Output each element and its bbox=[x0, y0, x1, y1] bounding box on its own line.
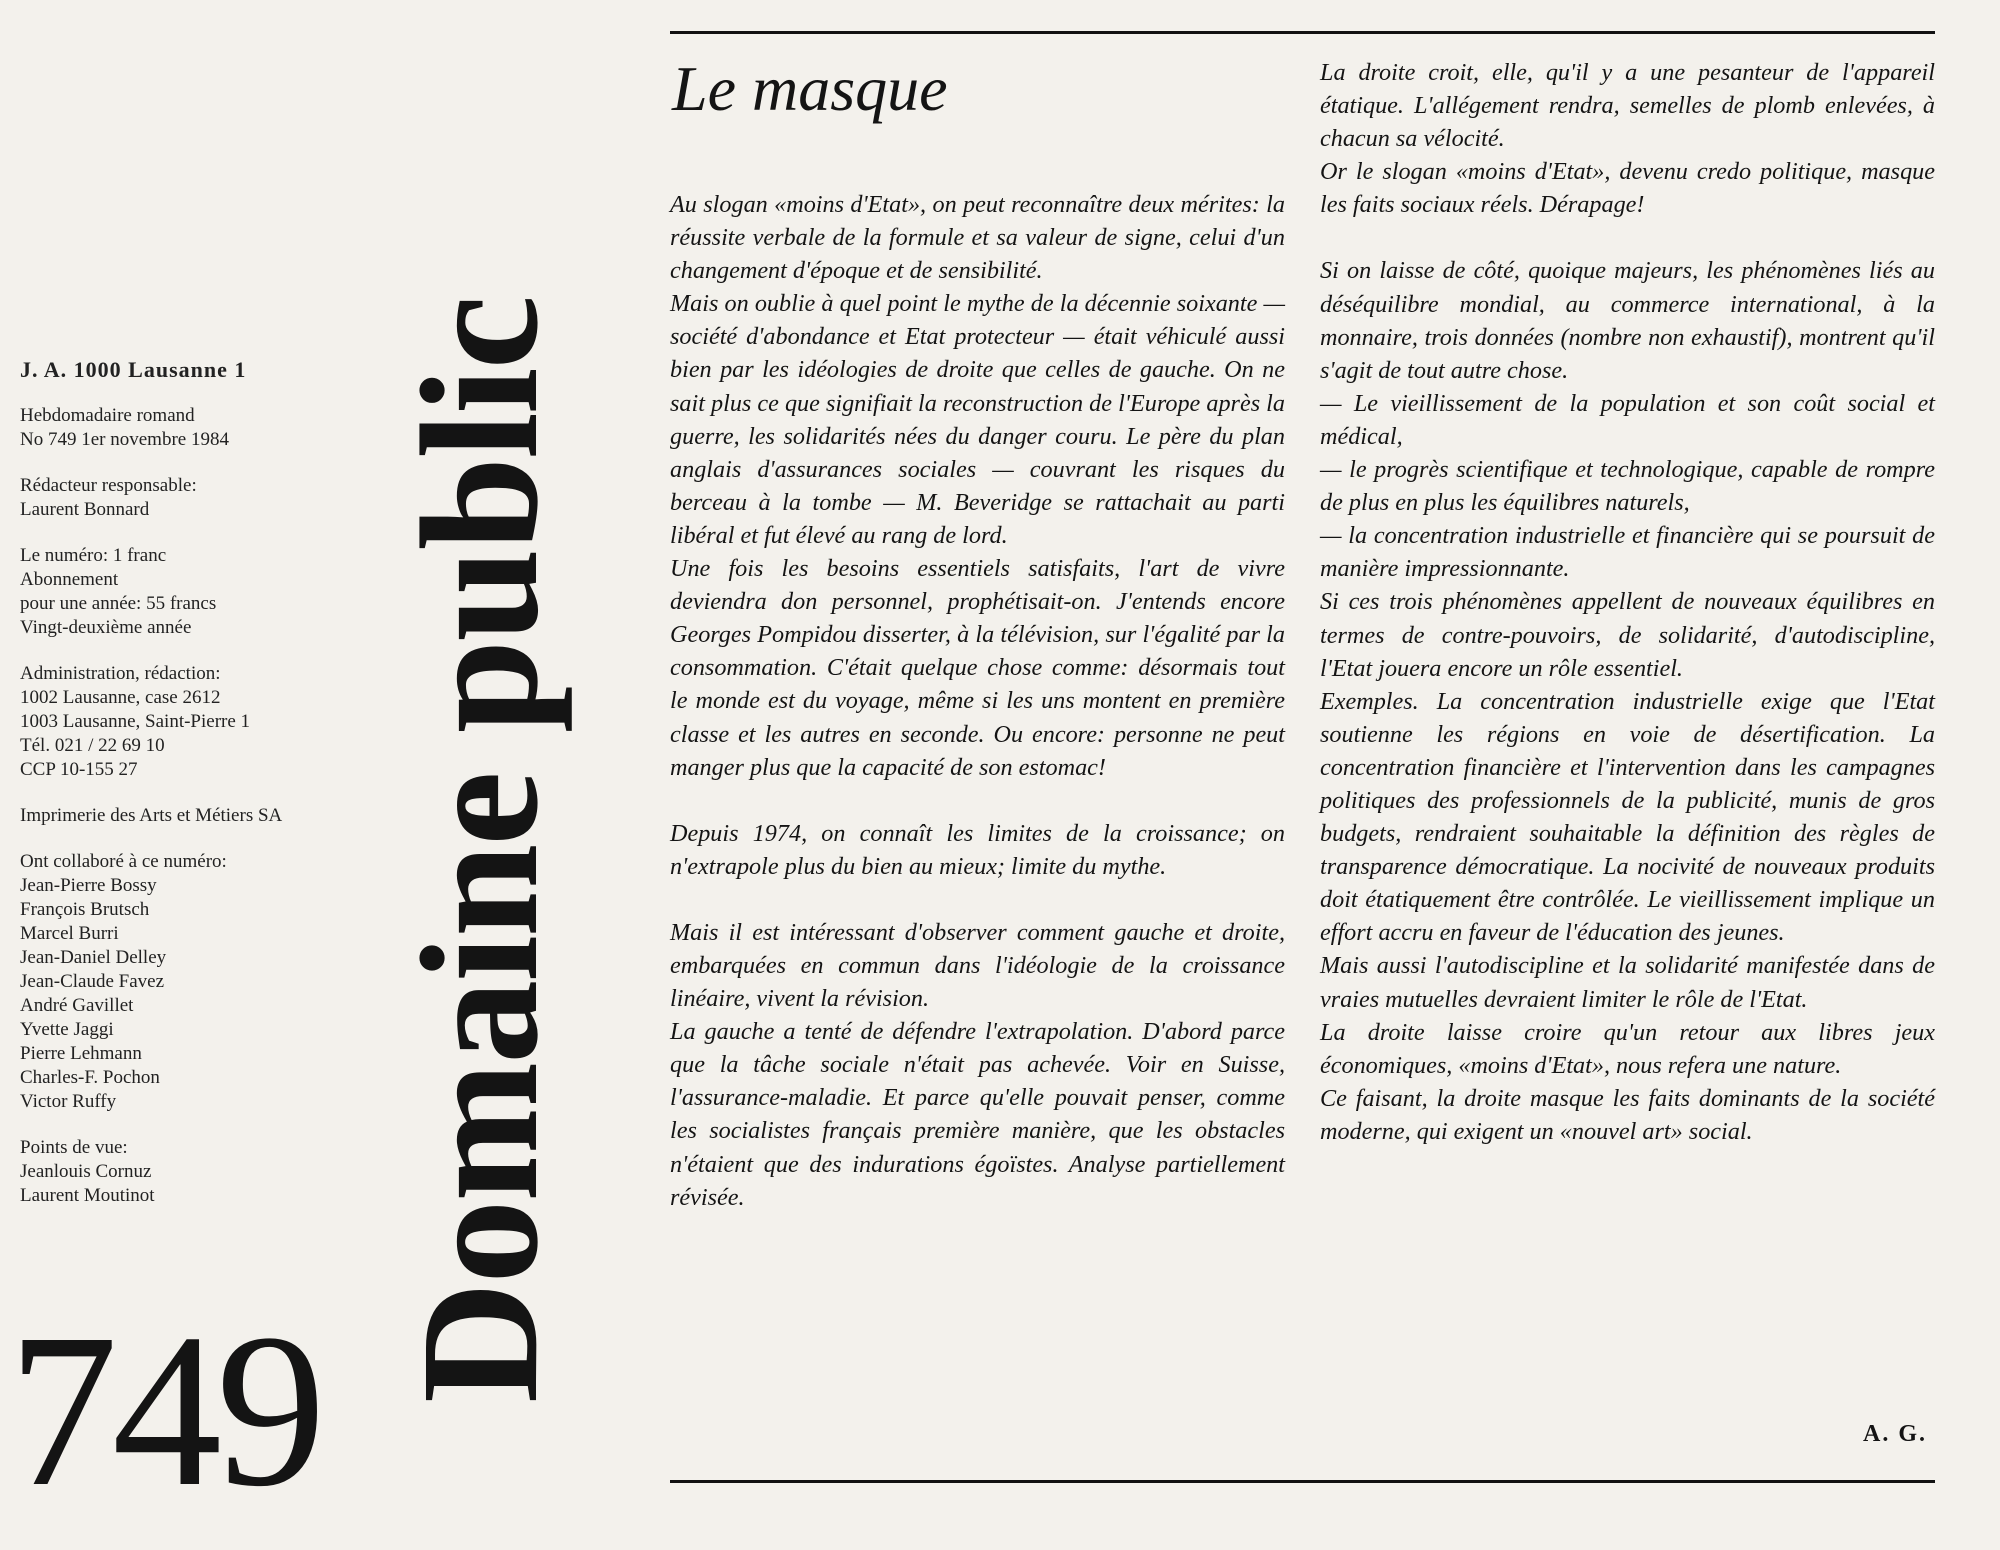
sidebar-line: pour une année: 55 francs bbox=[20, 593, 217, 614]
article-paragraph: Une fois les besoins essentiels satisfaits, l'art de vivre deviendra don personnel, prophétisait-on. J'entends encore Georges Pompidou disserter, à la télévision, sur l'égalité par la consommation. C'était quelque chose comme: désormais tout le monde est du voyage, même si les uns montent en première classe et les autres en seconde. Ou encore: personne ne peut manger plus que la capacité de son estomac! bbox=[670, 555, 1285, 781]
sidebar-line: Jeanlouis Cornuz bbox=[20, 1161, 152, 1182]
article-paragraph: — Le vieillissement de la population et son coût social et médical, bbox=[1320, 389, 1935, 450]
article-paragraph: Mais on oublie à quel point le mythe de la décennie soixante — société d'abondance et Etat protecteur — était véhiculé aussi bien par les idéologies de droite que celles de gauche. On ne sait plus ce que signifiait la reconstruction de l'Europe après la guerre, les solidarités nées du danger couru. Le père du plan anglais d'assurances sociales — couvrant les risques du berceau à la tombe — M. Beveridge se rattachait au parti libéral et fut élevé au rang de lord. bbox=[670, 290, 1285, 549]
sidebar-line: Jean-Pierre Bossy bbox=[20, 875, 157, 896]
sidebar-line: Vingt-deuxième année bbox=[20, 617, 192, 638]
sidebar-block bbox=[20, 404, 360, 452]
article-paragraph: Depuis 1974, on connaît les limites de la croissance; on n'extrapole plus du bien au mieux; limite du mythe. bbox=[670, 819, 1285, 880]
sidebar-line: Points de vue: bbox=[20, 1137, 128, 1158]
article-paragraph: — le progrès scientifique et technologique, capable de rompre de plus en plus les équilibres naturels, bbox=[1320, 456, 1935, 517]
sidebar-block bbox=[20, 544, 360, 640]
sidebar-block bbox=[20, 662, 360, 782]
article-column-2 bbox=[1320, 56, 1935, 1148]
sidebar-line: Hebdomadaire romand bbox=[20, 405, 195, 426]
bottom-rule bbox=[670, 1480, 1935, 1483]
article-paragraph: Au slogan «moins d'Etat», on peut reconnaître deux mérites: la réussite verbale de la formule et sa valeur de signe, celui d'un changement d'époque et de sensibilité. bbox=[670, 191, 1285, 285]
sidebar-block bbox=[20, 850, 360, 1114]
sidebar-block bbox=[20, 804, 360, 828]
paragraph-gap bbox=[670, 883, 1285, 916]
sidebar-line: Laurent Bonnard bbox=[20, 499, 150, 520]
article-paragraph: Mais aussi l'autodiscipline et la solidarité manifestée dans de vraies mutuelles devraient limiter le rôle de l'Etat. bbox=[1320, 952, 1935, 1013]
article-paragraph: La droite croit, elle, qu'il y a une pesanteur de l'appareil étatique. L'allégement rendra, semelles de plomb enlevées, à chacun sa vélocité. bbox=[1320, 59, 1935, 153]
sidebar-line: Charles-F. Pochon bbox=[20, 1067, 160, 1088]
sidebar-block bbox=[20, 1136, 360, 1208]
sidebar-line: Administration, rédaction: bbox=[20, 663, 221, 684]
issue-number: 749 bbox=[8, 1288, 320, 1532]
sidebar-blocks bbox=[20, 404, 360, 1208]
sidebar-line: CCP 10-155 27 bbox=[20, 759, 138, 780]
sidebar-line: 1002 Lausanne, case 2612 bbox=[20, 687, 221, 708]
sidebar-block bbox=[20, 474, 360, 522]
sidebar-line: Tél. 021 / 22 69 10 bbox=[20, 735, 165, 756]
sidebar-line: André Gavillet bbox=[20, 995, 134, 1016]
sidebar-line: Marcel Burri bbox=[20, 923, 119, 944]
article-paragraph: Si on laisse de côté, quoique majeurs, les phénomènes liés au déséquilibre mondial, au commerce international, à la monnaire, trois données (nombre non exhaustif), montrent qu'il s'agit de tout autre chose. bbox=[1320, 257, 1935, 384]
paragraph-gap bbox=[1320, 221, 1935, 254]
article-paragraph: Mais il est intéressant d'observer comment gauche et droite, embarquées en commun dans l'idéologie de la croissance linéaire, vivent la révision. bbox=[670, 918, 1285, 1013]
article-paragraph: La droite laisse croire qu'un retour aux libres jeux économiques, «moins d'Etat», nous refera une nature. bbox=[1320, 1018, 1935, 1079]
sidebar-line: Rédacteur responsable: bbox=[20, 475, 197, 496]
sidebar-line: Jean-Daniel Delley bbox=[20, 947, 167, 968]
masthead-title: Domaine public bbox=[387, 296, 573, 1404]
sidebar-line: Imprimerie des Arts et Métiers SA bbox=[20, 805, 283, 826]
sidebar-line: Victor Ruffy bbox=[20, 1091, 117, 1112]
sidebar-line: Jean-Claude Favez bbox=[20, 971, 165, 992]
article-paragraph: Exemples. La concentration industrielle exige que l'Etat soutienne les régions en voie de désertification. La concentration financière et l'intervention dans les campagnes politiques des professionnels de la publicité, munis de gros budgets, rendraient souhaitable la définition des règles de transparence démocratique. La nocivité de nouveaux produits doit étatiquement être contrôlée. Le vieillissement implique un effort accru en faveur de l'éducation des jeunes. bbox=[1320, 687, 1935, 947]
publication-info-sidebar bbox=[20, 358, 360, 1230]
sidebar-line: François Brutsch bbox=[20, 899, 150, 920]
sidebar-line: No 749 1er novembre 1984 bbox=[20, 429, 229, 450]
sidebar-line: Laurent Moutinot bbox=[20, 1185, 155, 1206]
sidebar-line: Ont collaboré à ce numéro: bbox=[20, 851, 227, 872]
article-title: Le masque bbox=[672, 53, 948, 124]
top-rule bbox=[670, 31, 1935, 34]
sidebar-line: Pierre Lehmann bbox=[20, 1043, 142, 1064]
author-signature: A. G. bbox=[1863, 1421, 1927, 1447]
paragraph-gap bbox=[670, 784, 1285, 817]
article-paragraph: Ce faisant, la droite masque les faits dominants de la société moderne, qui exigent un «nouvel art» social. bbox=[1320, 1084, 1935, 1145]
article-paragraph: La gauche a tenté de défendre l'extrapolation. D'abord parce que la tâche sociale n'était pas achevée. Voir en Suisse, l'assurance-maladie. Et parce qu'elle pouvait penser, comme les socialistes français première manière, que les obstacles n'étaient que des indurations égoïstes. Analyse partiellement révisée. bbox=[670, 1018, 1285, 1211]
sidebar-line: 1003 Lausanne, Saint-Pierre 1 bbox=[20, 711, 251, 732]
article-paragraph: Si ces trois phénomènes appellent de nouveaux équilibres en termes de contre-pouvoirs, de solidarité, d'autodiscipline, l'Etat jouera encore un rôle essentiel. bbox=[1320, 588, 1935, 682]
article-column-1 bbox=[670, 188, 1285, 1214]
sidebar-line: Le numéro: 1 franc bbox=[20, 545, 167, 566]
article-paragraph: Or le slogan «moins d'Etat», devenu credo politique, masque les faits sociaux réels. Dérapage! bbox=[1320, 158, 1935, 219]
sidebar-line: Abonnement bbox=[20, 569, 119, 590]
postal-code-line: J. A. 1000 Lausanne 1 bbox=[20, 357, 247, 382]
sidebar-line: Yvette Jaggi bbox=[20, 1019, 114, 1040]
article-paragraph: — la concentration industrielle et financière qui se poursuit de manière impressionnante. bbox=[1320, 522, 1935, 583]
